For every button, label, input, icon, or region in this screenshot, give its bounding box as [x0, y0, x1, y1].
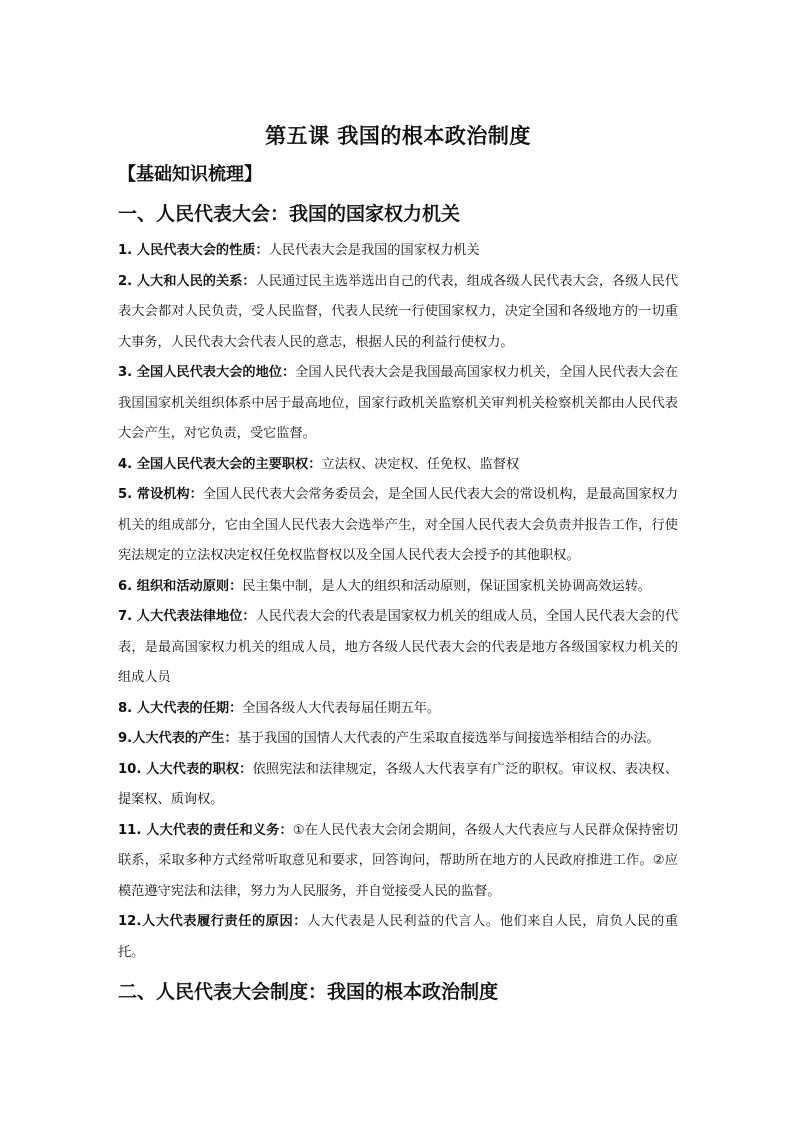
list-item [118, 907, 678, 968]
item-label: 人大代表的职权： [146, 761, 253, 777]
list-item [118, 816, 678, 908]
item-text: 全国人民代表大会常务委员会，是全国人民代表大会的常设机构，是最高国家权力机关的组成部分，它由全国人民代表大会选举产生，对全国人民代表大会负责并报告工作，行使宪法规定的立法权决定权任免权监督权以及全国人民代表大会授予的其他职权。 [118, 487, 679, 563]
item-text: 全国各级人大代表每届任期五年。 [242, 700, 441, 716]
item-number: 6. [118, 578, 137, 594]
item-label: 人大代表履行责任的原因： [141, 914, 308, 929]
item-number: 11. [118, 822, 147, 838]
item-label: 全国人民代表大会的地位： [136, 365, 296, 380]
item-number: 3. [118, 365, 137, 380]
item-text: 人民代表大会是我国的国家权力机关 [268, 243, 480, 258]
list-item [118, 602, 678, 694]
list-item [118, 236, 678, 267]
item-label: 常设机构： [136, 487, 203, 502]
item-label: 人大和人民的关系： [136, 273, 256, 289]
item-label: 组织和活动原则： [136, 578, 243, 594]
item-number: 5. [118, 487, 137, 502]
knowledge-list [118, 236, 678, 968]
item-text: 人民通过民主选举选出自己的代表，组成各级人民代表大会，各级人民代表大会都对人民负责，受人民监督，代表人民统一行使国家权力，决定全国和各级地方的一切重大事务，人民代表大会代表人民的意志，根据人民的利益行使权力。 [118, 273, 679, 350]
item-text: 依照宪法和法律规定，各级人大代表享有广泛的职权。审议权、表决权、提案权、质询权。 [118, 761, 679, 807]
item-label: 人大代表的产生： [132, 731, 238, 746]
item-label: 人大代表的责任和义务： [146, 822, 293, 838]
list-item [118, 694, 678, 725]
list-item [118, 755, 678, 816]
list-item [118, 572, 678, 603]
item-number: 9. [118, 731, 133, 746]
item-number: 4. [118, 456, 137, 472]
section-heading-2: 二、人民代表大会制度：我国的根本政治制度 [118, 981, 499, 1003]
item-text: 民主集中制，是人大的组织和活动原则，保证国家机关协调高效运转。 [242, 578, 652, 594]
item-number: 10. [118, 761, 147, 777]
item-text: ①在人民代表大会闭会期间，各级人大代表应与人民群众保持密切联系，采取多种方式经常听取意见和要求，回答询问，帮助所在地方的人民政府推进工作。②应模范遵守宪法和法律，努力为人民服务，并自觉接受人民的监督。 [118, 822, 679, 899]
item-label: 人大代表法律地位： [136, 609, 256, 624]
item-text: 全国人民代表大会是我国最高国家权力机关，全国人民代表大会在我国国家机关组织体系中居于最高地位，国家行政机关监察机关审判机关检察机关都由人民代表大会产生，对它负责，受它监督。 [118, 365, 679, 441]
item-label: 全国人民代表大会的主要职权： [136, 456, 322, 472]
item-number: 2. [118, 273, 137, 289]
list-item [118, 480, 678, 572]
item-label: 人民代表大会的性质： [136, 243, 269, 258]
item-number: 12. [118, 914, 142, 929]
section-tag: 【基础知识梳理】 [118, 164, 262, 185]
item-text: 人民代表大会的代表是国家权力机关的组成人员，全国人民代表大会的代表，是最高国家权力机关的组成人员，地方各级人民代表大会的代表是地方各级国家权力机关的组成人员 [118, 609, 679, 685]
item-text: 立法权、决定权、任免权、监督权 [321, 456, 520, 472]
document-page [118, 120, 678, 1014]
list-item [118, 450, 678, 481]
list-item [118, 358, 678, 450]
item-text: 人大代表是人民利益的代言人。他们来自人民，肩负人民的重托。 [118, 914, 678, 960]
list-item [118, 724, 678, 755]
item-label: 人大代表的任期： [136, 700, 243, 716]
item-number: 1. [118, 243, 137, 258]
page-title: 第五课 我国的根本政治制度 [265, 123, 531, 148]
item-number: 8. [118, 700, 137, 716]
item-number: 7. [118, 609, 137, 624]
list-item [118, 267, 678, 359]
item-text: 基于我国的国情人大代表的产生采取直接选举与间接选举相结合的办法。 [237, 731, 660, 746]
section-heading-1: 一、人民代表大会：我国的国家权力机关 [118, 203, 461, 225]
